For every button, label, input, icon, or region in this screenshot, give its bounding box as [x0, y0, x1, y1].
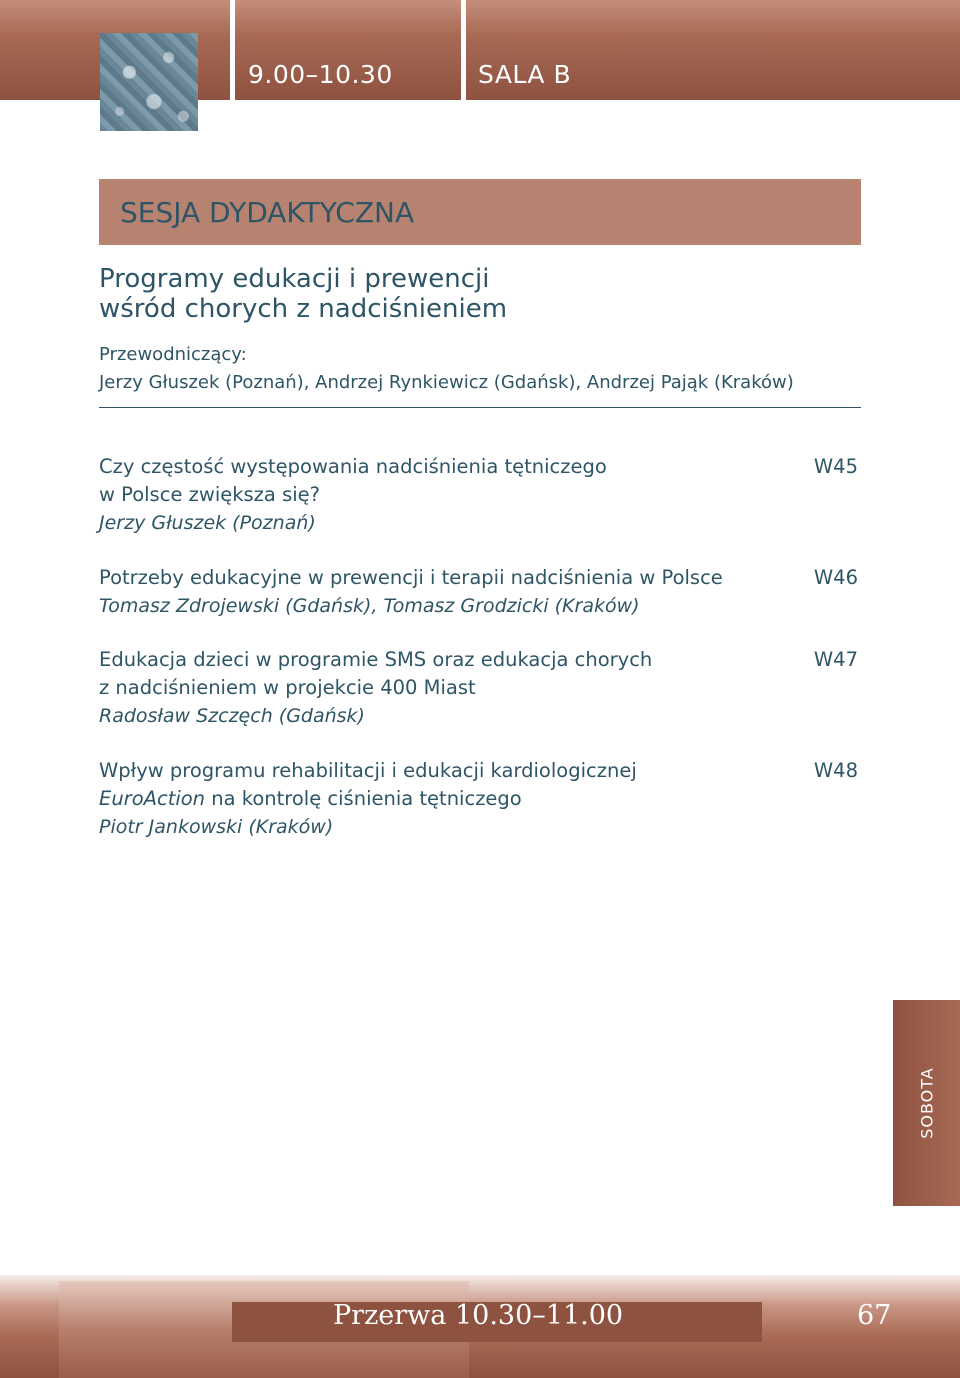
- talk-authors: Jerzy Głuszek (Poznań): [99, 512, 316, 534]
- talk-authors: Tomasz Zdrojewski (Gdańsk), Tomasz Grodzicki (Kraków): [99, 595, 640, 617]
- session-title: [99, 264, 507, 324]
- talk-item: [99, 757, 861, 841]
- talk-title-line2: z nadciśnieniem w projekcie 400 Miast: [99, 676, 476, 699]
- talk-title-line1: Edukacja dzieci w programie SMS oraz edukacja chorych: [99, 648, 653, 671]
- talk-code: W45: [813, 455, 858, 478]
- day-tab-label: SOBOTA: [917, 1067, 936, 1139]
- talk-item: [99, 564, 861, 620]
- divider: [99, 407, 861, 408]
- talk-title-emphasis: EuroAction: [99, 787, 206, 810]
- session-title-line2: wśród chorych z nadciśnieniem: [99, 294, 508, 324]
- talk-title-line1: Wpływ programu rehabilitacji i edukacji kardiologicznej: [99, 759, 637, 782]
- talk-title-rest: na kontrolę ciśnienia tętniczego: [205, 787, 522, 810]
- talk-title-line2: w Polsce zwiększa się?: [99, 483, 320, 506]
- chairs-names: Jerzy Głuszek (Poznań), Andrzej Rynkiewicz (Gdańsk), Andrzej Pająk (Kraków): [99, 372, 794, 393]
- day-tab: [893, 1000, 960, 1206]
- talk-title-line1: Potrzeby edukacyjne w prewencji i terapii nadciśnienia w Polsce: [99, 566, 723, 589]
- break-time: Przerwa 10.30–11.00: [333, 1300, 624, 1331]
- talk-code: W46: [813, 566, 858, 589]
- talk-item: [99, 646, 861, 730]
- conference-logo: [100, 33, 198, 131]
- talk-authors: Piotr Jankowski (Kraków): [99, 816, 334, 838]
- session-type-bar: [99, 179, 861, 245]
- talk-item: [99, 453, 861, 537]
- session-room: SALA B: [478, 60, 572, 89]
- talk-authors: Radosław Szczęch (Gdańsk): [99, 705, 365, 727]
- session-time: 9.00–10.30: [248, 60, 393, 89]
- session-title-line1: Programy edukacji i prewencji: [99, 264, 490, 294]
- chairs-label: Przewodniczący:: [99, 344, 247, 365]
- talk-title-line1: Czy częstość występowania nadciśnienia tętniczego: [99, 455, 607, 478]
- session-type-label: SESJA DYDAKTYCZNA: [120, 196, 415, 229]
- talk-code: W48: [813, 759, 858, 782]
- talk-code: W47: [813, 648, 858, 671]
- talk-title-line2: [99, 785, 861, 813]
- page-number: 67: [857, 1300, 892, 1331]
